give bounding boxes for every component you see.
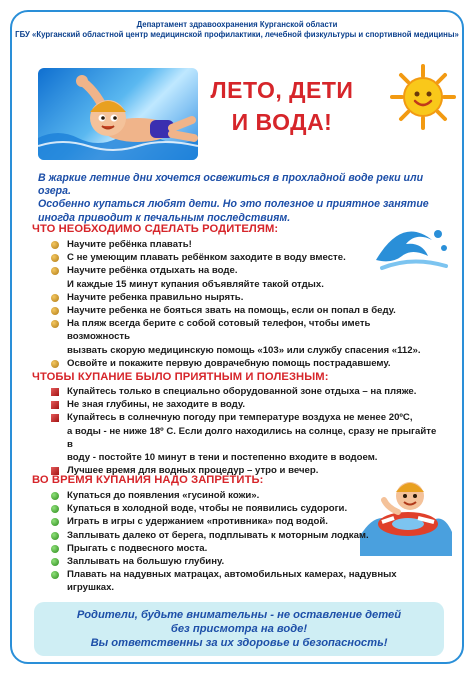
intro-line-2: Особенно купаться любят дети. Но это полезное и приятное занятие bbox=[38, 198, 429, 211]
bullet-icon bbox=[51, 545, 59, 553]
bullet-icon bbox=[51, 492, 59, 500]
list-item: Лучшее время для водных процедур – утро и вечер. bbox=[48, 464, 440, 477]
list-item: Не зная глубины, не заходите в воду. bbox=[48, 398, 440, 411]
bullet-icon bbox=[51, 360, 59, 368]
intro-text bbox=[38, 172, 438, 225]
swimming-boy-illustration bbox=[38, 68, 198, 160]
forbid-list bbox=[48, 489, 432, 595]
department-name: Департамент здравоохранения Курганской области bbox=[136, 20, 338, 29]
title-line-2: И ВОДА! bbox=[231, 109, 333, 135]
bullet-icon bbox=[51, 532, 59, 540]
list-item: Плавать на надувных матрацах, автомобильных камерах, надувных игрушках. bbox=[48, 568, 432, 594]
list-item: Научите ребёнка отдыхать на воде. И каждые 15 минут купания объявляйте такой отдых. bbox=[48, 264, 432, 290]
footer-warning bbox=[34, 602, 444, 656]
list-item: Научите ребёнка плавать! bbox=[48, 238, 432, 251]
bullet-icon bbox=[51, 414, 59, 422]
list-item: Заплывать на большую глубину. bbox=[48, 555, 432, 568]
list-item: Купаться до появления «гусиной кожи». bbox=[48, 489, 432, 502]
sun-icon bbox=[390, 64, 456, 130]
list-item: Купайтесь в солнечную погоду при температуре воздуха не менее 20ºС, а воды - не ниже 18º С. Если долго находились на солнце, сразу не прыгайте в воду - постойте 10 минут в тени и постепенно входите в водоем. bbox=[48, 411, 440, 464]
footer-line-1: Родители, будьте внимательны - не оставление детей bbox=[76, 609, 402, 621]
list-item: Купаться в холодной воде, чтобы не появились судороги. bbox=[48, 502, 432, 515]
footer-line-3: Вы ответственны за их здоровье и безопасность! bbox=[90, 637, 388, 649]
bullet-icon bbox=[51, 505, 59, 513]
bullet-icon bbox=[51, 267, 59, 275]
bullet-icon bbox=[51, 294, 59, 302]
footer-line-2: без присмотра на воде! bbox=[170, 623, 308, 635]
bullet-icon bbox=[51, 571, 59, 579]
list-item: Научите ребенка правильно нырять. bbox=[48, 291, 432, 304]
title-line-1: ЛЕТО, ДЕТИ bbox=[210, 77, 354, 103]
list-item: С не умеющим плавать ребёнком заходите в воду вместе. bbox=[48, 251, 432, 264]
list-item: Заплывать далеко от берега, подплывать к моторным лодкам. bbox=[48, 529, 432, 542]
swimmer-icon bbox=[38, 68, 198, 160]
intro-line-1: В жаркие летние дни хочется освежиться в прохладной воде реки или озера. bbox=[38, 172, 424, 198]
poster-title bbox=[200, 74, 364, 138]
center-name: ГБУ «Курганский областной центр медицинской профилактики, лечебной физкультуры и спортивной медицины» bbox=[15, 30, 459, 39]
parents-list bbox=[48, 238, 432, 370]
bullet-icon bbox=[51, 254, 59, 262]
list-item: Играть в игры с удержанием «противника» под водой. bbox=[48, 515, 432, 528]
organization-header bbox=[12, 20, 462, 40]
bullet-icon bbox=[51, 401, 59, 409]
intro-line-3: иногда приводит к печальным последствиям. bbox=[38, 211, 291, 224]
list-item: Купайтесь только в специально оборудованной зоне отдыха – на пляже. bbox=[48, 385, 440, 398]
list-item: Освойте и покажите первую доврачебную помощь пострадавшему. bbox=[48, 357, 432, 370]
list-item: На пляж всегда берите с собой сотовый телефон, чтобы иметь возможность вызвать скорую медицинскую помощь «103» или службу спасения «112». bbox=[48, 317, 432, 357]
section-pleasant-heading: ЧТОБЫ КУПАНИЕ БЫЛО ПРИЯТНЫМ И ПОЛЕЗНЫМ: bbox=[32, 371, 329, 383]
poster bbox=[10, 10, 464, 664]
bullet-icon bbox=[51, 241, 59, 249]
pleasant-list bbox=[48, 385, 440, 477]
list-item: Прыгать с подвесного моста. bbox=[48, 542, 432, 555]
bullet-icon bbox=[51, 388, 59, 396]
bullet-icon bbox=[51, 518, 59, 526]
section-forbid-heading: ВО ВРЕМЯ КУПАНИЯ НАДО ЗАПРЕТИТЬ: bbox=[32, 474, 264, 486]
section-parents-heading: ЧТО НЕОБХОДИМО СДЕЛАТЬ РОДИТЕЛЯМ: bbox=[32, 223, 279, 235]
bullet-icon bbox=[51, 558, 59, 566]
bullet-icon bbox=[51, 320, 59, 328]
bullet-icon bbox=[51, 307, 59, 315]
list-item: Научите ребенка не бояться звать на помощь, если он попал в беду. bbox=[48, 304, 432, 317]
